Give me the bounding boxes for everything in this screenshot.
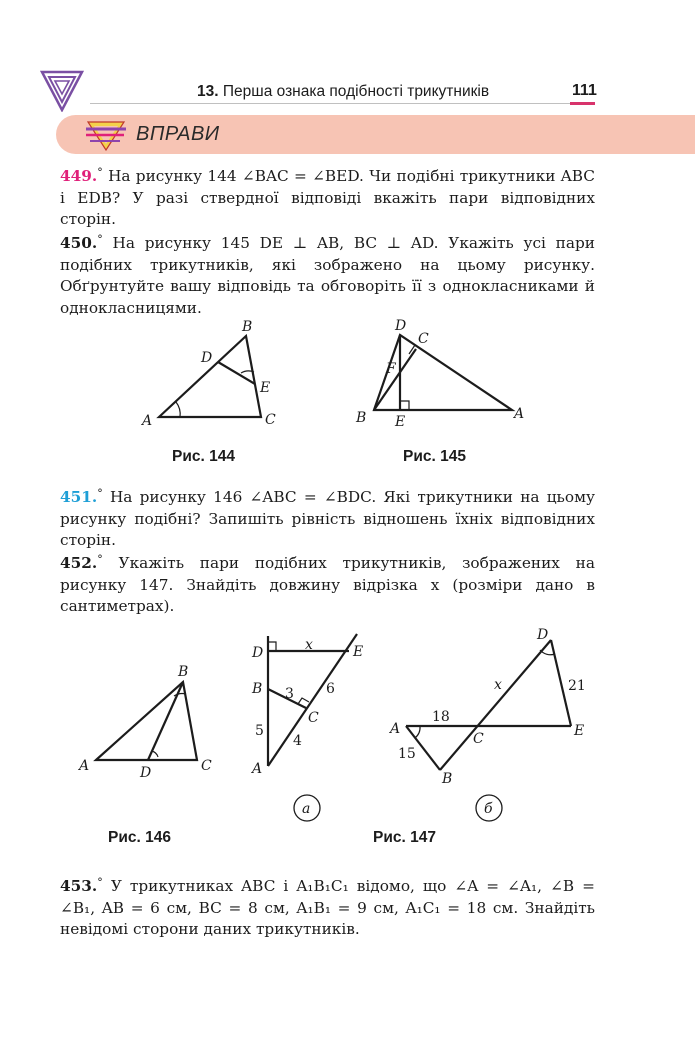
- label-3: 3: [285, 686, 294, 702]
- page-number: 111: [572, 82, 597, 99]
- label-4: 4: [293, 733, 302, 749]
- caption-145: Рис. 145: [403, 448, 466, 465]
- label-F: F: [386, 361, 396, 377]
- label-D: D: [537, 627, 549, 643]
- exercise-text: У трикутниках ABC і A₁B₁C₁ відомо, що ∠A = ∠A₁, ∠B = ∠B₁, AB = 6 см, BC = 8 см, A₁B₁ = 9 см, A₁C₁ = 18 см. Знайдіть невідомі сторони даних трикутників.: [60, 877, 595, 939]
- exercise-number: 451.: [60, 488, 98, 506]
- label-B: B: [252, 681, 263, 697]
- exercise-453: 453.° У трикутниках ABC і A₁B₁C₁ відомо, що ∠A = ∠A₁, ∠B = ∠B₁, AB = 6 см, BC = 8 см, A₁B₁ = 9 см, A₁C₁ = 18 см. Знайдіть невідомі сторони даних трикутників.: [60, 876, 595, 939]
- banner-title: ВПРАВИ: [136, 123, 220, 145]
- exercise-number: 449.: [60, 167, 98, 185]
- label-E: E: [395, 414, 406, 430]
- label-C: C: [308, 710, 319, 726]
- label-C: C: [201, 758, 212, 774]
- subfigure-tag-b: б: [484, 801, 493, 817]
- subfigure-tag-a: а: [302, 801, 311, 817]
- label-E: E: [353, 644, 364, 660]
- exercise-text: На рисунку 144 ∠BAC = ∠BED. Чи подібні трикутники ABC і EDB? У разі ствердної відповіді вкажіть пари відповідних сторін.: [60, 167, 595, 229]
- label-B: B: [356, 410, 367, 426]
- caption-147: Рис. 147: [373, 829, 436, 846]
- label-18: 18: [432, 709, 450, 725]
- label-E: E: [574, 723, 585, 739]
- exercise-450: 450.° На рисунку 145 DE ⊥ AB, BC ⊥ AD. Укажіть усі пари подібних трикутників, які зображено на цьому рисунку. Обґрунтуйте вашу відповідь та обговоріть її з однокласниками й однокласницями.: [60, 233, 595, 317]
- label-x: x: [494, 677, 502, 693]
- label-5: 5: [255, 723, 264, 739]
- exercise-text: На рисунку 146 ∠ABC = ∠BDC. Які трикутники на цьому рисунку подібні? Запишіть рівність відношень їхніх відповідних сторін.: [60, 488, 595, 550]
- exercise-text: На рисунку 145 DE ⊥ AB, BC ⊥ AD. Укажіть усі пари подібних трикутників, які зображено на цьому рисунку. Обґрунтуйте вашу відповідь та обговоріть її з однокласниками й однокласницями.: [60, 234, 595, 317]
- label-B: B: [242, 319, 253, 335]
- exercise-452: 452.° Укажіть пари подібних трикутників, зображених на рисунку 147. Знайдіть довжину відрізка x (розміри дано в сантиметрах).: [60, 553, 595, 616]
- label-x: x: [305, 637, 313, 653]
- label-E: E: [260, 380, 271, 396]
- exercise-451: 451.° На рисунку 146 ∠ABC = ∠BDC. Які трикутники на цьому рисунку подібні? Запишіть рівність відношень їхніх відповідних сторін.: [60, 487, 595, 550]
- label-B: B: [442, 771, 453, 787]
- label-D: D: [252, 645, 264, 661]
- label-A: A: [142, 413, 153, 429]
- label-A: A: [79, 758, 90, 774]
- label-6: 6: [326, 681, 335, 697]
- label-A: A: [514, 406, 525, 422]
- exercise-text: Укажіть пари подібних трикутників, зображених на рисунку 147. Знайдіть довжину відрізка x (розміри дано в сантиметрах).: [60, 554, 595, 616]
- label-C: C: [265, 412, 276, 428]
- caption-144: Рис. 144: [172, 448, 235, 465]
- label-A: A: [252, 761, 263, 777]
- label-D: D: [140, 765, 152, 781]
- label-15: 15: [398, 746, 416, 762]
- label-B: B: [178, 664, 189, 680]
- label-A: A: [390, 721, 401, 737]
- label-21: 21: [568, 678, 586, 694]
- exercise-number: 453.: [60, 877, 98, 895]
- label-D: D: [201, 350, 213, 366]
- label-C: C: [473, 731, 484, 747]
- label-C: C: [418, 331, 429, 347]
- section-number: 13.: [197, 83, 219, 100]
- section-title: Перша ознака подібності трикутників: [222, 83, 490, 100]
- exercise-number: 450.: [60, 234, 98, 252]
- exercise-number: 452.: [60, 554, 98, 572]
- label-D: D: [395, 318, 407, 334]
- caption-146: Рис. 146: [108, 829, 171, 846]
- exercise-449: 449.° На рисунку 144 ∠BAC = ∠BED. Чи подібні трикутники ABC і EDB? У разі ствердної відповіді вкажіть пари відповідних сторін.: [60, 166, 595, 229]
